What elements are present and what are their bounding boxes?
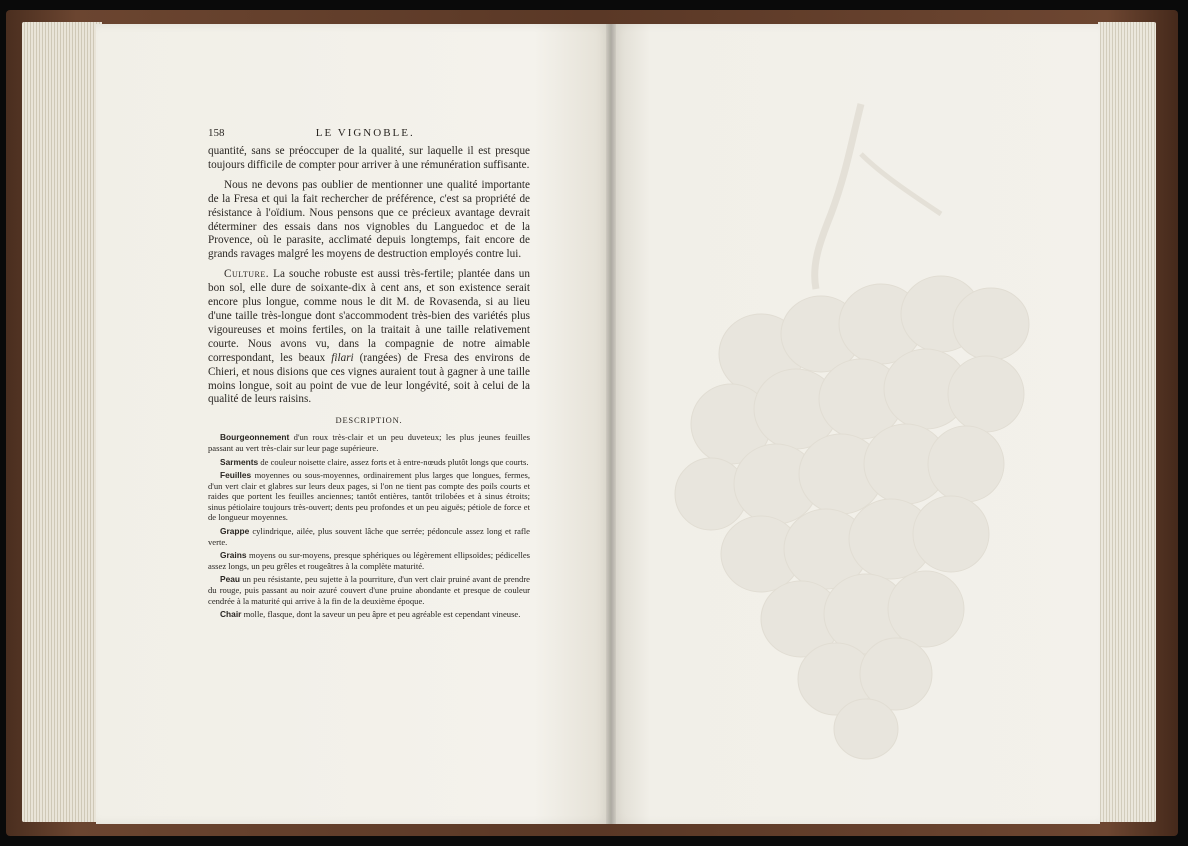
description-entry bbox=[208, 432, 530, 453]
description-entry bbox=[208, 457, 530, 468]
description-text: un peu résistante, peu sujette à la pourriture, d'un vert clair pruiné avant de prendre du rouge, puis passant au noir azuré couvert d'une pruine abondante et presque de couleur cendrée à la maturité qui arrive à la fin de la deuxième époque. bbox=[208, 574, 530, 606]
description-text: moyennes ou sous-moyennes, ordinairement plus larges que longues, fermes, d'un vert clair et glabres sur leurs deux pages, si l'on ne tient pas compte des poils courts et raides que portent les feuilles anciennes; tantôt entières, tantôt trilobées et à sinus étroits; sinus pétiolaire toujours très-ouvert; dents peu profondes et un peu aiguës; pétiole de force et de longueur moyennes. bbox=[208, 470, 530, 523]
culture-text-after: (rangées) de Fresa des environs de Chieri, et nous disions que ces vignes auraient tout à gagner à une taille moins longue, soit au point de vue de leur longévité, soit à celui de la qualité de leurs raisins. bbox=[208, 351, 530, 406]
description-text: de couleur noisette claire, assez forts et à entre-nœuds plutôt longs que courts. bbox=[258, 456, 529, 467]
description-entry bbox=[208, 470, 530, 523]
description-text: d'un roux très-clair et un peu duveteux; les plus jeunes feuilles passant au vert très-clair sur leur page supérieure. bbox=[208, 432, 530, 453]
description-entry bbox=[208, 609, 530, 620]
left-page-edges bbox=[22, 22, 102, 822]
description-term: Peau bbox=[220, 574, 241, 585]
culture-text-before: La souche robuste est aussi très-fertile; plantée dans un bon sol, elle dure de soixante-dix à cent ans, et son existence serait encore plus longue, comme nous le dit M. de Rovasenda, si au lieu d'une taille très-longue dont s'accommodent très-bien des variétés plus vigoureuses et moins fertiles, on la traitait à une taille relativement courte. Nous avons vu, dans la compagnie de notre aimable correspondant, les beaux bbox=[208, 268, 530, 364]
description-term: Grappe bbox=[220, 526, 250, 537]
paragraph-2: Nous ne devons pas oublier de mentionner une qualité importante de la Fresa et qui la fait rechercher de préférence, c'est sa propriété de résistance à l'oïdium. Nous pensons que ce précieux avantage devrait déterminer des essais dans nos vignobles du Languedoc et de la Provence, où le parasite, acclimaté depuis longtemps, fait encore de grands ravages malgré les moyens de destruction employés contre lui. bbox=[208, 178, 530, 261]
left-page-text-block bbox=[208, 127, 530, 623]
description-term: Chair bbox=[220, 609, 242, 620]
description-entry bbox=[208, 574, 530, 606]
description-term: Bourgeonnement bbox=[220, 432, 290, 443]
paragraph-1: quantité, sans se préoccuper de la qualité, sur laquelle il est presque toujours difficile de compter pour arriver à une rémunération suffisante. bbox=[208, 145, 530, 171]
running-title: LE VIGNOBLE. bbox=[315, 127, 415, 139]
culture-label: Culture. bbox=[224, 268, 270, 281]
paragraph-culture bbox=[208, 268, 530, 407]
description-text: moyens ou sur-moyens, presque sphériques ou légèrement ellipsoïdes; pédicelles assez longs, un peu grêles et rougeâtres à la complète maturité. bbox=[208, 550, 530, 571]
description-entry bbox=[208, 550, 530, 571]
description-heading: DESCRIPTION. bbox=[335, 415, 403, 426]
description-text: molle, flasque, dont la saveur un peu âpre et peu agréable est cependant vineuse. bbox=[241, 609, 521, 620]
page-number: 158 bbox=[208, 127, 225, 139]
description-text: cylindrique, ailée, plus souvent lâche que serrée; pédoncule assez long et rafle verte. bbox=[208, 526, 530, 547]
running-head bbox=[208, 127, 530, 139]
right-page-edges bbox=[1098, 22, 1156, 822]
description-term: Grains bbox=[220, 550, 247, 561]
grape-illustration-show-through bbox=[611, 24, 1100, 824]
description-term: Sarments bbox=[220, 456, 259, 467]
description-term: Feuilles bbox=[220, 470, 252, 481]
culture-italic-term: filari bbox=[331, 351, 354, 364]
description-entry bbox=[208, 526, 530, 547]
